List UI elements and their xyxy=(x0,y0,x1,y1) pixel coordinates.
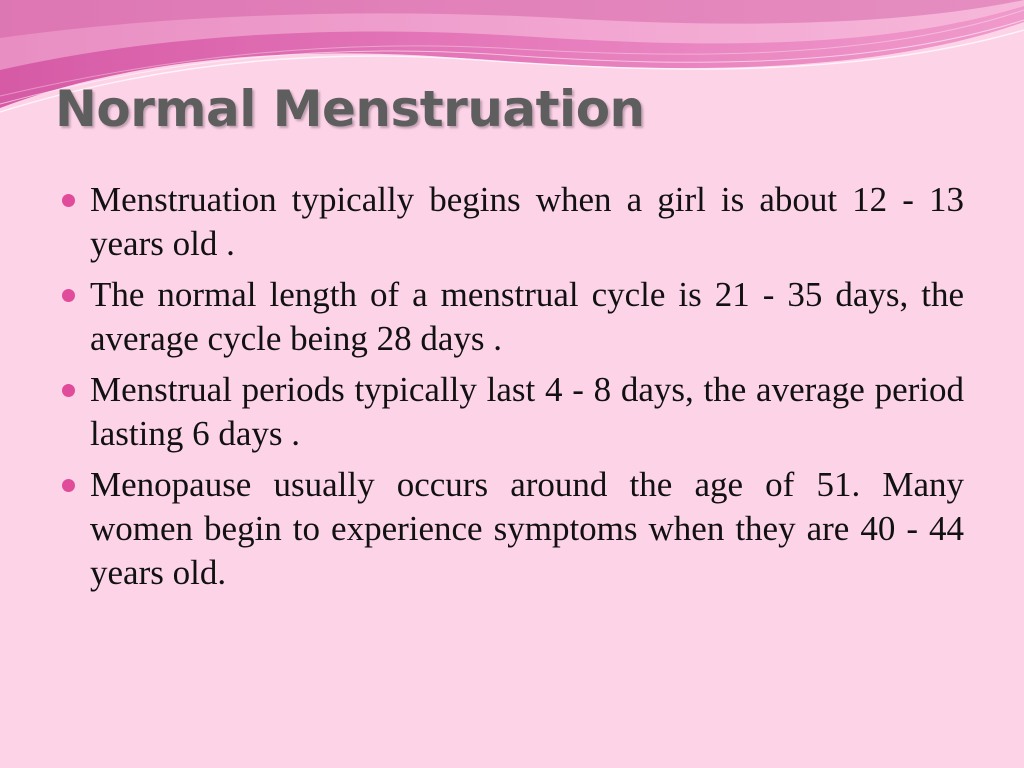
bullet-item-2 xyxy=(60,273,964,361)
bullet-text: Menstrual periods typically last 4 - 8 days, the average period lasting 6 days . xyxy=(90,370,964,453)
bullet-dot-icon xyxy=(62,384,75,397)
bullet-item-3 xyxy=(60,368,964,456)
bullet-item-4 xyxy=(60,463,964,595)
bullet-dot-icon xyxy=(62,194,75,207)
bullet-dot-icon xyxy=(62,479,75,492)
bullet-dot-icon xyxy=(62,289,75,302)
bullet-text: Menstruation typically begins when a girl is about 12 - 13 years old . xyxy=(90,180,964,263)
bullet-list xyxy=(60,178,964,602)
bullet-item-1 xyxy=(60,178,964,266)
bullet-text: Menopause usually occurs around the age of 51. Many women begin to experience symptoms when they are 40 - 44 years old. xyxy=(90,465,964,592)
slide-title: Normal Menstruation xyxy=(55,80,645,138)
bullet-text: The normal length of a menstrual cycle is 21 - 35 days, the average cycle being 28 days . xyxy=(90,275,964,358)
